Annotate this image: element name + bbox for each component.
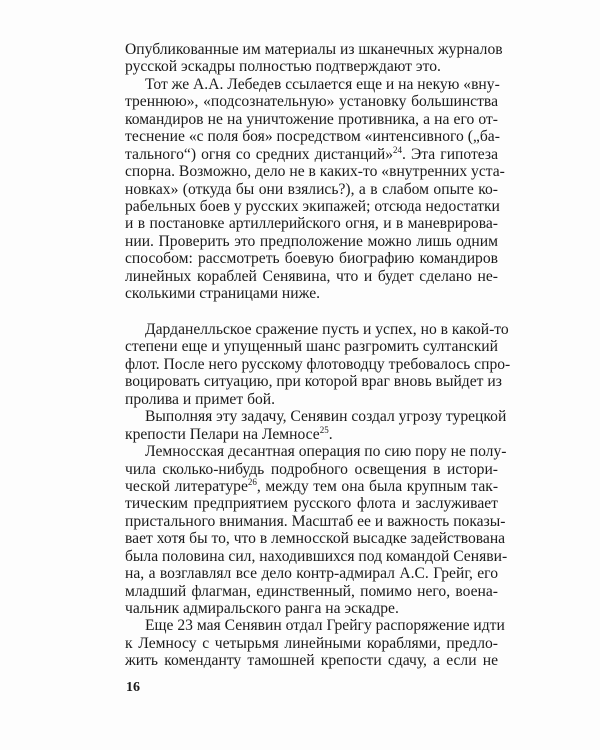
text-line: чальник адмиральского ранга на эскадре. [125, 600, 399, 617]
text-line: теснение «с поля боя» посредством «интенсивного („ба- [125, 128, 500, 146]
text-line: Дарданелльское сражение пусть и успех, но в какой-то [145, 321, 509, 338]
text-line: чила сколько-нибудь подробного освещения в истори- [125, 460, 498, 478]
text-block [125, 321, 511, 670]
text-line: русской эскадры полностью подтверждают это. [125, 58, 441, 76]
paragraph [125, 321, 511, 408]
line-text: . [328, 425, 333, 443]
text-line: тическим предприятием русского флота и заслуживает [125, 495, 498, 513]
text-line: воцировать ситуацию, при которой враг вновь выйдет из [125, 373, 502, 391]
line-text: тального“) огня со средних дистанций» [125, 145, 393, 163]
paragraph [125, 75, 505, 303]
text-line [125, 478, 498, 495]
text-line: Еще 23 мая Сенявин отдал Грейгу распоряжение идти [145, 617, 505, 635]
text-line: пристального внимания. Масштаб ее и важность показы- [125, 512, 506, 530]
text-line: Опубликованные им материалы из шканечных журналов [125, 41, 503, 58]
text-line: пролива и примет бой. [125, 390, 276, 408]
paragraph [125, 617, 505, 670]
text-line: степени еще и упущенный шанс разгромить султанский [125, 338, 498, 356]
line-text: ческой литературе [125, 477, 248, 495]
line-text: , между тем она была крупным так- [256, 477, 499, 495]
paragraph [125, 443, 508, 617]
page-number: 16 [126, 680, 140, 695]
text-block [125, 41, 505, 303]
text-line: Выполняя эту задачу, Сенявин создал угрозу турецкой [145, 408, 507, 426]
footnote-reference[interactable]: 26 [247, 476, 257, 487]
text-line [125, 426, 498, 443]
footnote-reference[interactable]: 24 [393, 144, 402, 155]
text-line: Лемносская десантная операция по сию пору не полу- [145, 443, 507, 461]
text-line: была половина сил, находившихся под командой Сеняви- [125, 547, 508, 565]
text-line: спорна. Возможно, дело не в каких-то «внутренних уста- [125, 163, 505, 181]
text-line: треннюю», «подсознательную» установку большинства [125, 93, 498, 111]
text-line: линейных кораблей Сенявина, что и будет сделано не- [125, 267, 498, 285]
text-line: флот. После него русскому флотоводцу требовалось спро- [125, 355, 511, 373]
text-line: Тот же А.А. Лебедев ссылается еще и на некую «вну- [145, 75, 500, 93]
line-text: крепости Пелари на Лемносе [125, 425, 320, 443]
text-line: на, а возглавлял все дело контр-адмирал А.С. Грейг, его [125, 565, 498, 583]
text-line: способом: рассмотреть боевую биографию командиров [125, 250, 498, 268]
text-line: нии. Проверить это предположение можно лишь одним [125, 232, 498, 250]
footnote-reference[interactable]: 25 [319, 424, 329, 435]
text-line: новках» (откуда бы они взялись?), а в слабом опыте ко- [125, 180, 498, 198]
text-line: младший флагман, единственный, помимо него, военa- [125, 582, 498, 600]
line-text: . Эта гипотеза [402, 145, 498, 163]
text-line: и в постановке артиллерийского огня, и в маневрирова- [125, 215, 498, 233]
text-line: командиров не на уничтожение противника, а на его от- [125, 110, 498, 128]
text-line: к Лемносу с четырьмя линейными кораблями, предло- [125, 634, 498, 652]
paragraph [125, 41, 503, 76]
text-line: жить коменданту тамошней крепости сдачу, а если не [125, 652, 498, 670]
text-line [125, 146, 498, 163]
text-line: рабельных боев у русских экипажей; отсюда недостатки [125, 197, 500, 215]
text-line: сколькими страницами ниже. [125, 285, 321, 303]
text-line: вает хотя бы то, что в лемносской высадке задействована [125, 530, 506, 548]
paragraph [125, 408, 507, 443]
